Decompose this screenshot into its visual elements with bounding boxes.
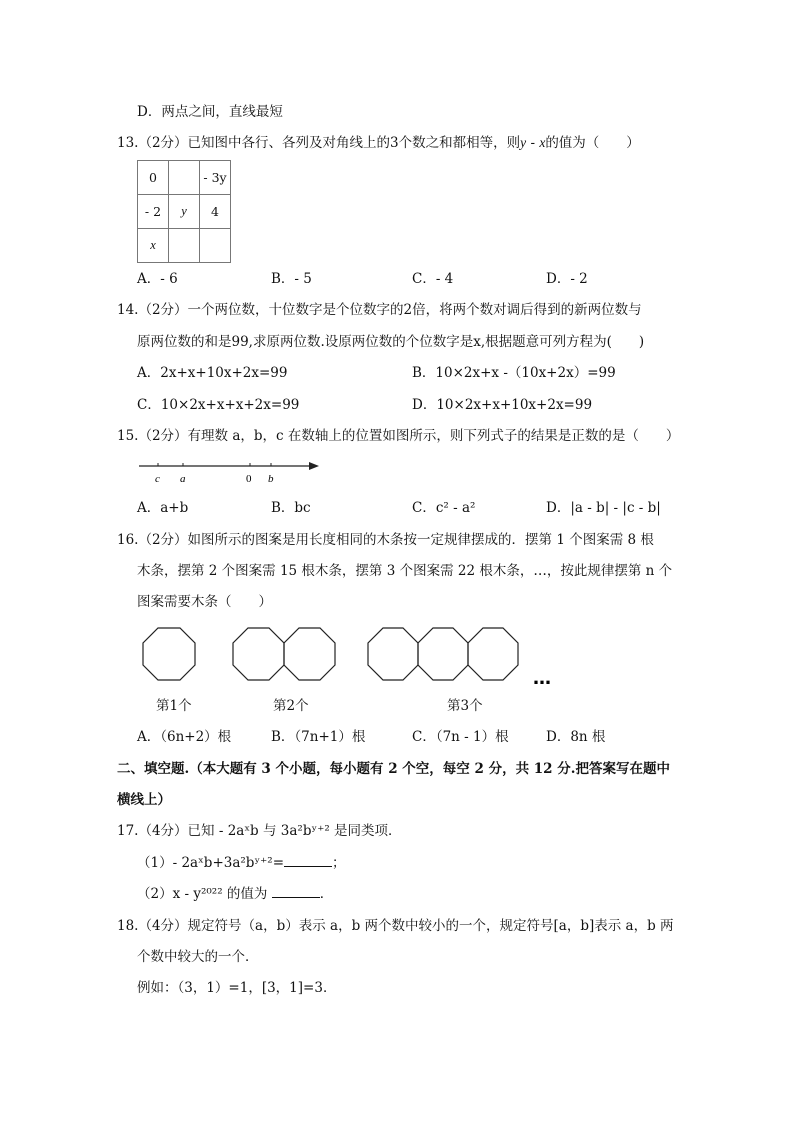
grid-cell: 0 [138, 161, 169, 195]
octagon-fig3-b [418, 628, 468, 680]
octagon-fig2-a [233, 628, 284, 680]
q18-stem-line1: 18.（4分）规定符号（a，b）表示 a，b 两个数中较小的一个，规定符号[a，b]表示 a，b 两 [117, 918, 674, 934]
octagon-pattern-figure [135, 620, 565, 695]
grid-cell: - 2 [138, 195, 169, 229]
q13-var-x: x [539, 135, 546, 150]
q14-option-b[interactable]: B．10×2x+x -（10x+2x）=99 [412, 365, 616, 381]
q18-example: 例如：（3，1）=1，[3，1]=3． [137, 980, 337, 996]
q15-stem: 15.（2分）有理数 a，b，c 在数轴上的位置如图所示，则下列式子的结果是正数的是（ ） [117, 428, 680, 444]
q17-sub2-end: ． [319, 886, 334, 902]
q13-minus: - [526, 135, 540, 151]
q16-option-d[interactable]: D．8n 根 [546, 729, 606, 745]
q17-sub2-text: （2）x - y²⁰²² 的值为 [137, 886, 268, 902]
octagon-fig1 [143, 628, 195, 680]
axis-arrow [309, 462, 319, 470]
octagon-fig2-b [284, 628, 335, 680]
octagon-fig3-a [368, 628, 418, 680]
section2-heading-line2: 横线上） [117, 792, 171, 808]
q13-option-a[interactable]: A．- 6 [137, 271, 178, 287]
q13-var-y: y [520, 135, 527, 150]
q13-stem-a: 13.（2分）已知图中各行、各列及对角线上的3个数之和都相等，则 [117, 135, 521, 151]
q16-option-b[interactable]: B．（7n+1）根 [271, 729, 366, 745]
number-line [135, 455, 325, 485]
q16-stem-line2: 木条，摆第 2 个图案需 15 根木条，摆第 3 个图案需 22 根木条，…，按此规律摆第 n 个 [137, 563, 673, 579]
q13-option-b[interactable]: B．- 5 [271, 271, 312, 287]
grid-cell [200, 229, 231, 263]
grid-cell: 4 [200, 195, 231, 229]
q14-option-c[interactable]: C．10×2x+x+x+2x=99 [137, 397, 300, 413]
label-b: b [268, 473, 274, 485]
q13-stem-b: 的值为（ ） [545, 135, 640, 151]
q15-option-d[interactable]: D．|a - b| - |c - b| [546, 500, 661, 516]
q17-sub2 [137, 884, 333, 904]
q18-stem-line2: 个数中较大的一个． [137, 949, 259, 965]
caption-fig2: 第2个 [273, 698, 309, 714]
grid-cell: - 3y [200, 161, 231, 195]
q17-blank1[interactable] [284, 853, 332, 867]
label-c: c [155, 473, 160, 485]
q14-option-d[interactable]: D．10×2x+x+10x+2x=99 [412, 397, 593, 413]
q14-stem-line2: 原两位数的和是99,求原两位数.设原两位数的个位数字是x,根据题意可列方程为( ) [137, 334, 645, 350]
caption-fig1: 第1个 [156, 698, 192, 714]
grid-cell: y [169, 195, 200, 229]
q15-option-a[interactable]: A．a+b [137, 500, 189, 516]
q17-stem: 17.（4分）已知 - 2aˣb 与 3a²bʸ⁺² 是同类项． [117, 823, 402, 839]
q16-stem-line1: 16.（2分）如图所示的图案是用长度相同的木条按一定规律摆成的．摆第 1 个图案需 8 根 [117, 532, 654, 548]
label-0: 0 [246, 473, 252, 485]
caption-fig3: 第3个 [447, 698, 483, 714]
q15-option-c[interactable]: C．c² - a² [412, 500, 476, 516]
q12-option-d: D．两点之间，直线最短 [137, 104, 283, 120]
q13-option-d[interactable]: D．- 2 [546, 271, 588, 287]
q13-option-c[interactable]: C．- 4 [412, 271, 454, 287]
label-a: a [180, 473, 186, 485]
q15-option-b[interactable]: B．bc [271, 500, 311, 516]
octagon-fig3-c [468, 628, 518, 680]
q14-stem-line1: 14.（2分）一个两位数，十位数字是个位数字的2倍，将两个数对调后得到的新两位数与 [117, 302, 642, 318]
grid-cell: x [138, 229, 169, 263]
q17-blank2[interactable] [272, 884, 320, 898]
q17-sub1-text: （1）- 2aˣb+3a²bʸ⁺²= [137, 855, 285, 871]
q16-option-c[interactable]: C．（7n - 1）根 [412, 729, 509, 745]
q17-sub1 [137, 853, 346, 873]
grid-cell [169, 161, 200, 195]
grid-cell [169, 229, 200, 263]
magic-square-grid [137, 160, 231, 263]
q14-option-a[interactable]: A．2x+x+10x+2x=99 [137, 365, 288, 381]
q13-stem [117, 133, 640, 153]
ellipsis-dots: … [533, 668, 551, 689]
q17-sub1-end: ； [332, 855, 346, 871]
section2-heading-line1: 二、填空题.（本大题有 3 个小题，每小题有 2 个空，每空 2 分，共 12 分.把答案写在题中 [117, 761, 670, 777]
q16-stem-line3: 图案需要木条（ ） [137, 594, 272, 610]
q16-option-a[interactable]: A．（6n+2）根 [137, 729, 232, 745]
